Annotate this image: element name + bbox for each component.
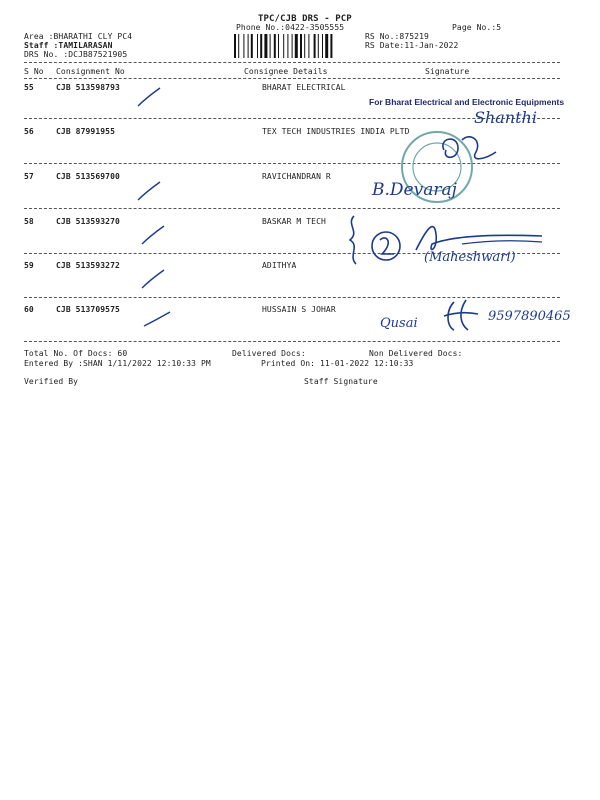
row-sno: 55 [24,83,34,92]
barcode-bar [257,34,258,58]
signature-60-name: Qusai [380,316,418,331]
rs-date: RS Date:11-Jan-2022 [365,41,459,50]
signature-56 [436,130,506,170]
barcode-bar [314,34,316,58]
verified-by-label: Verified By [24,377,79,386]
row-divider [24,208,560,209]
divider [24,78,560,79]
barcode-bar [248,34,249,58]
barcode-bar [330,34,332,58]
barcode [233,34,357,58]
row-divider [24,341,560,342]
barcode-bar [287,34,288,58]
row-sno: 59 [24,261,34,270]
signature-55: Shanthi [474,108,537,127]
barcode-bar [292,34,293,58]
barcode-bar [304,34,305,58]
company-stamp-text: For Bharat Electrical and Electronic Equipments [369,97,565,107]
barcode-bar [274,34,276,58]
row-consignment: CJB 513709575 [56,305,120,314]
signature-60-mark [440,298,480,334]
barcode-bar [278,34,279,58]
barcode-bar [308,34,309,58]
row-consignee: TEX TECH INDUSTRIES INDIA PLTD [262,127,410,136]
barcode-bar [270,34,271,58]
row-consignee: BHARAT ELECTRICAL [262,83,346,92]
barcode-bar [264,34,267,58]
barcode-bar [295,34,298,58]
column-header-consignee: Consignee Details [244,67,328,76]
divider [24,62,560,63]
barcode-bar [283,34,284,58]
total-docs: Total No. Of Docs: 60 [24,349,128,358]
barcode-bar [260,34,262,58]
staff-signature-label: Staff Signature [304,377,378,386]
rs-number: RS No.:875219 [365,32,429,41]
row-consignment: CJB 513598793 [56,83,120,92]
document-title: TPC/CJB DRS - PCP [258,14,352,24]
row-sno: 57 [24,172,34,181]
staff-label: Staff :TAMILARASAN [24,41,113,50]
barcode-bar [251,34,253,58]
row-sno: 58 [24,217,34,226]
row-sno: 60 [24,305,34,314]
barcode-bar [300,34,302,58]
delivery-tick-mark [140,224,166,246]
signature-60-phone: 9597890465 [488,309,571,324]
column-header-sno: S No [24,67,44,76]
row-consignee: HUSSAIN S JOHAR [262,305,336,314]
drs-number: DRS No. :DCJB87521905 [24,50,128,59]
non-delivered-docs: Non Delivered Docs: [369,349,463,358]
delivery-tick-mark [136,86,162,108]
row-consignee: RAVICHANDRAN R [262,172,331,181]
column-header-consignment: Consignment No [56,67,125,76]
signature-59: (Maheshwari) [424,250,516,265]
entered-by: Entered By :SHAN 1/11/2022 12:10:33 PM [24,359,211,368]
delivery-tick-mark [136,180,162,202]
row-consignment: CJB 87991955 [56,127,115,136]
delivery-tick-mark [142,310,172,328]
printed-on: Printed On: 11-01-2022 12:10:33 [261,359,414,368]
area-label: Area :BHARATHI CLY PC4 [24,32,133,41]
row-consignee: BASKAR M TECH [262,217,326,226]
delivered-docs: Delivered Docs: [232,349,306,358]
phone-number: Phone No.:0422-3505555 [236,23,345,32]
barcode-bar [238,34,239,58]
page-number: Page No.:5 [452,23,502,32]
barcode-bar [325,34,328,58]
barcode-bar [243,34,244,58]
column-header-signature: Signature [425,67,470,76]
row-consignment: CJB 513593272 [56,261,120,270]
row-sno: 56 [24,127,34,136]
barcode-bar [234,34,236,58]
row-consignment: CJB 513593270 [56,217,120,226]
signature-57: B.Devaraj [372,180,457,200]
barcode-bar [322,34,323,58]
delivery-tick-mark [140,268,166,290]
row-consignee: ADITHYA [262,261,297,270]
barcode-bar [318,34,319,58]
row-consignment: CJB 513569700 [56,172,120,181]
